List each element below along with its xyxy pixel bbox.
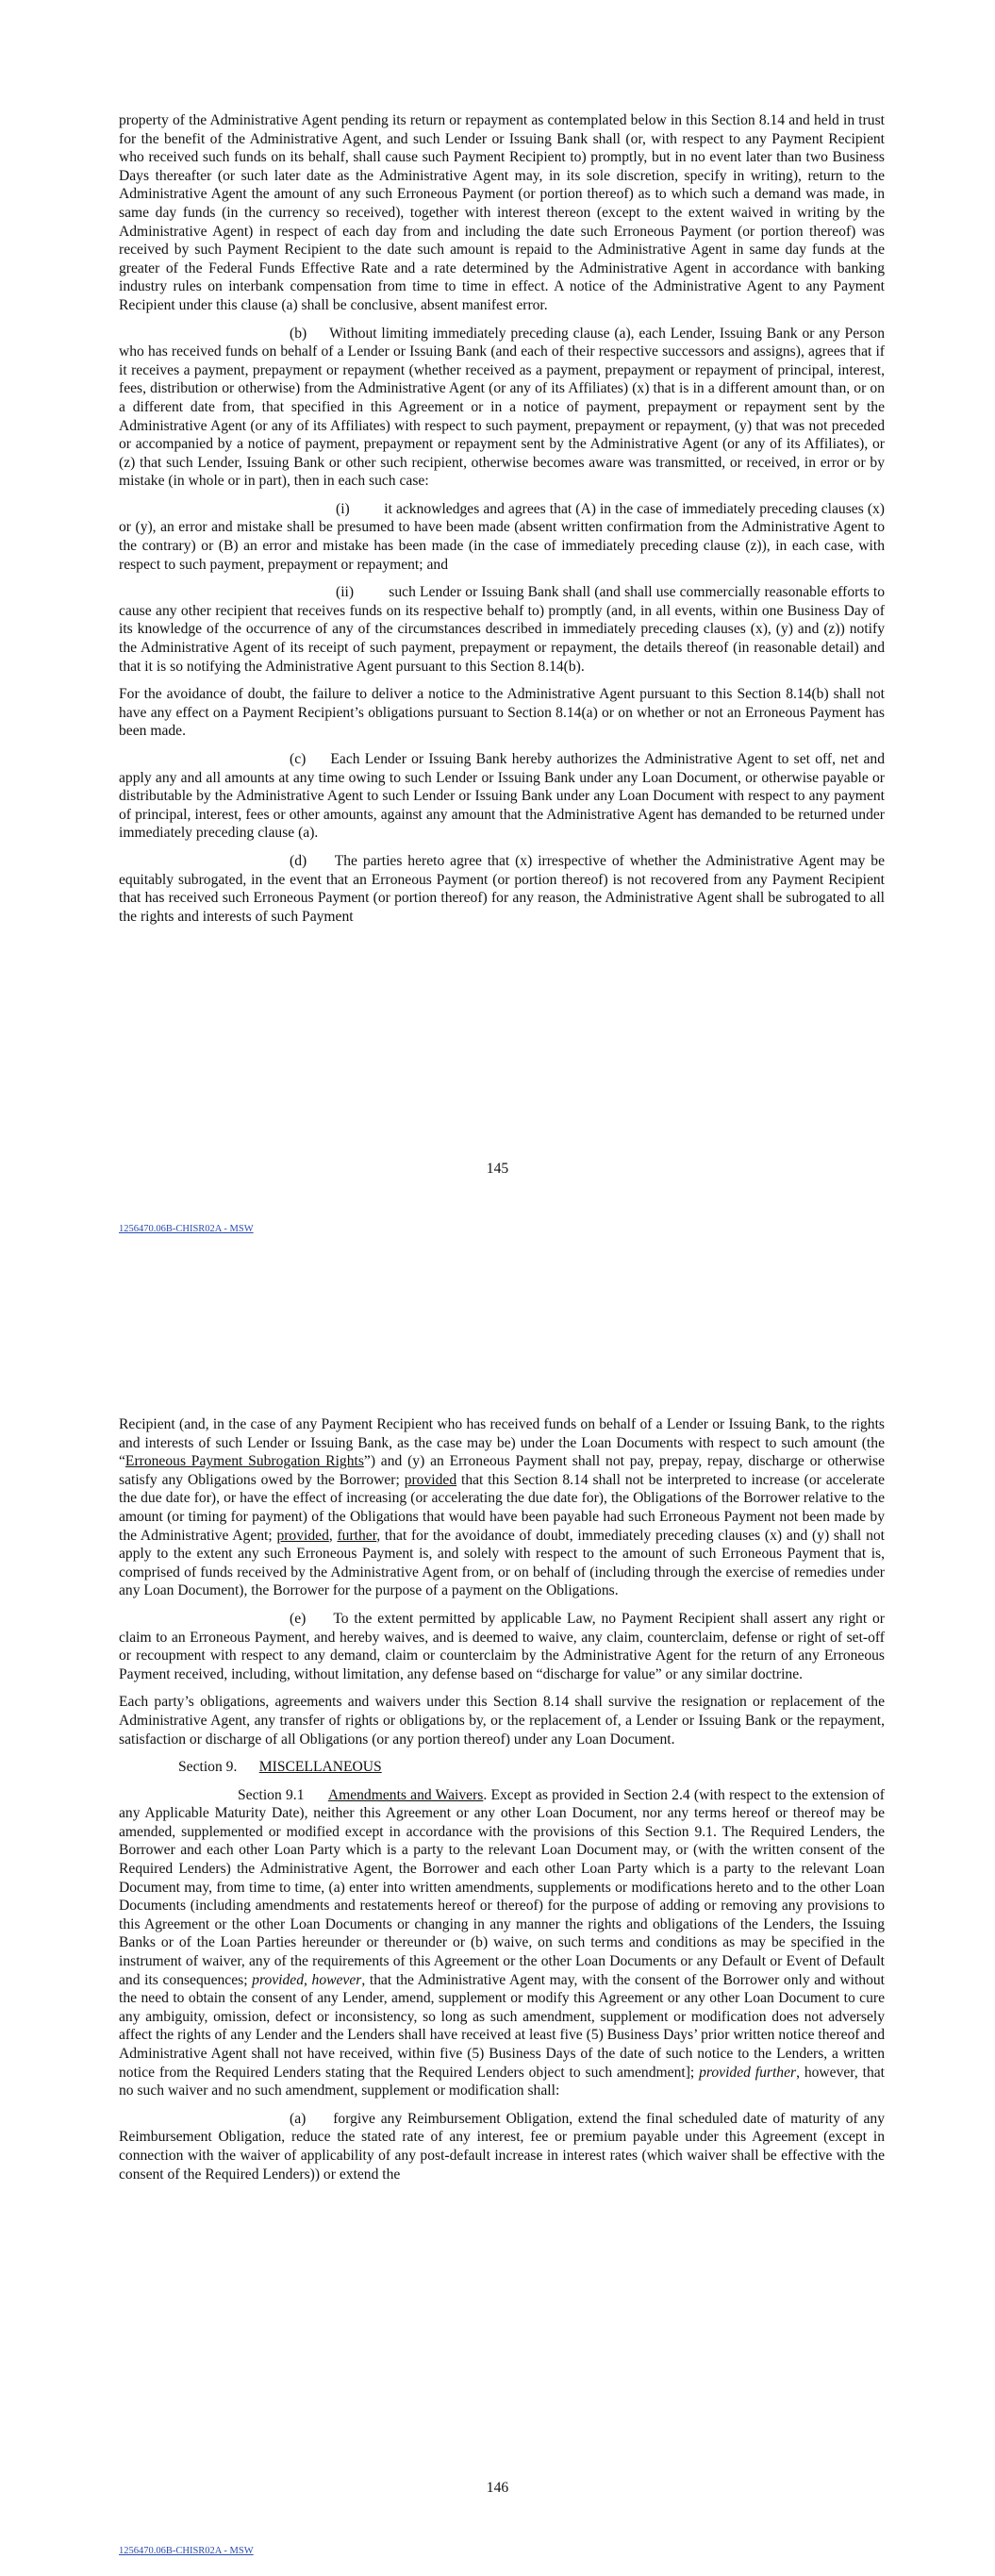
paragraph-d: (d) The parties hereto agree that (x) irrespective of whether the Administrative Agent may be equitably subrogated, in the event that an Erroneous Payment (or portion thereof) is not recovered from any Payment Recipient that has received such Erroneous Payment (or portion thereof) for any reason, the Administrative Agent shall be subrogated to all the rights and interests of such Payment (119, 852, 885, 925)
section-9-1-paragraph: Section 9.1 Amendments and Waivers. Except as provided in Section 2.4 (with respect to the extension of any Applicable Maturity Date), neither this Agreement or any other Loan Document, nor any terms hereof or thereof may be amended, supplemented or modified except in accordance with the provisions of this Section 9.1. The Required Lenders, the Borrower and each other Loan Party which is a party to the relevant Loan Document may, or (with the written consent of the Required Lenders) the Administrative Agent, the Borrower and each other Loan Party which is a party to the relevant Loan Document may, from time to time, (a) enter into written amendments, supplements or modifications hereto and to the other Loan Documents (including amendments and restatements hereof or thereof) for the purpose of adding or removing any provisions to this Agreement or the other Loan Documents or changing in any manner the rights and obligations of the Lenders, the Issuing Banks or of the Loan Parties hereunder or thereunder or (b) waive, on such terms and conditions as may be specified in the instrument of waiver, any of the requirements of this Agreement or the other Loan Documents or any Default or Event of Default and its consequences; provided, however, that the Administrative Agent may, with the consent of the Borrower only and without the need to obtain the consent of any Lender, amend, supplement or modify this Agreement or any other Loan Document to cure any ambiguity, omission, defect or inconsistency, so long as such amendment, supplement or modification does not adversely affect the rights of any Lender and the Lenders shall have received at least five (5) Business Days’ prior written notice thereof and Administrative Agent shall not have received, within five (5) Business Days of the date of such notice to the Lenders, a written notice from the Required Lenders stating that the Required Lenders object to such amendment]; provided further, however, that no such waiver and no such amendment, supplement or modification shall: (119, 1786, 886, 2099)
section-9-1-title: Amendments and Waivers (327, 1786, 484, 1803)
paragraph-ii: (ii) such Lender or Issuing Bank shall (and shall use commercially reasonable efforts to cause any other recipient that receives funds on its respective behalf to) promptly (and, in all events, within one Business Day of its knowledge of the occurrence of any of the circumstances described in immediately preceding clauses (x), (y) and (z)) notify the Administrative Agent of its receipt of such payment, prepayment or repayment, the details thereof (in reasonable detail) and that it is so notifying the Administrative Agent pursuant to this Section 8.14(b). (119, 584, 885, 675)
page-145-body (119, 111, 885, 935)
paragraph-b: (b) Without limiting immediately preceding clause (a), each Lender, Issuing Bank or any Person who has received funds on behalf of a Lender or Issuing Bank (and each of their respective successors and assigns), agrees that if it receives a payment, prepayment or repayment (whether received as a payment, prepayment or repayment of principal, interest, fees, distribution or otherwise) from the Administrative Agent (or any of its Affiliates) (x) that is in a different amount than, or on a different date from, that specified in this Agreement or in a notice of payment, prepayment or repayment sent by the Administrative Agent (or any of its Affiliates) with respect to such payment, prepayment or repayment, (y) that was not preceded or accompanied by a notice of payment, prepayment or repayment sent by the Administrative Agent (or any of its Affiliates), or (z) that such Lender, Issuing Bank or other such recipient, otherwise becomes aware was transmitted, or received, in error or by mistake (in whole or in part), then in each such case: (119, 325, 885, 490)
page-145 (0, 0, 995, 1255)
defined-term: Erroneous Payment Subrogation Rights (124, 1453, 364, 1470)
paragraph-a: (a) forgive any Reimbursement Obligation, extend the final scheduled date of maturity of any Reimbursement Obligation, reduce the stated rate of any interest, fee or premium payable under this Agreement (except in connection with the waiver of applicability of any post-default increase in interest rates (which waiver shall be effective with the consent of the Required Lenders)) or extend the (119, 2110, 885, 2183)
section-9-title: MISCELLANEOUS (258, 1759, 382, 1776)
paragraph-continuation: property of the Administrative Agent pending its return or repayment as contemplated below in this Section 8.14 and held in trust for the benefit of the Administrative Agent, and such Lender or Issuing Bank shall (or, with respect to any Payment Recipient who received such funds on its behalf, shall cause such Payment Recipient to) promptly, but in no event later than two Business Days thereafter (or such later date as the Administrative Agent may, in its sole discretion, specify in writing), return to the Administrative Agent the amount of any such Erroneous Payment (or portion thereof) as to which such a demand was made, in same day funds (in the currency so received), together with interest thereon (except to the extent waived in writing by the Administrative Agent) in respect of each day from and including the date such Erroneous Payment (or portion thereof) was received by such Payment Recipient to the date such amount is repaid to the Administrative Agent in same day funds at the greater of the Federal Funds Effective Rate and a rate determined by the Administrative Agent in accordance with banking industry rules on interbank compensation from time to time in effect. A notice of the Administrative Agent to any Payment Recipient under this clause (a) shall be conclusive, absent manifest error. (119, 112, 885, 313)
page-number: 145 (486, 1161, 509, 1177)
paragraph-c: (c) Each Lender or Issuing Bank hereby authorizes the Administrative Agent to set off, net and apply any and all amounts at any time owing to such Lender or Issuing Bank under any Loan Document, or otherwise payable or distributable by the Administrative Agent to such Lender or Issuing Bank under any Loan Document with respect to any payment of principal, interest, fees or other amounts, against any amount that the Administrative Agent has demanded to be returned under immediately preceding clause (a). (119, 751, 885, 842)
document-footer-link[interactable]: 1256470.06B-CHISR02A - MSW (119, 2546, 254, 2556)
document-footer-link[interactable]: 1256470.06B-CHISR02A - MSW (119, 1224, 254, 1234)
paragraph-avoidance-of-doubt: For the avoidance of doubt, the failure to deliver a notice to the Administrative Agent pursuant to this Section 8.14(b) shall not have any effect on a Payment Recipient’s obligations pursuant to Section 8.14(a) or on whether or not an Erroneous Payment has been made. (119, 686, 885, 740)
paragraph-i: (i) it acknowledges and agrees that (A) in the case of immediately preceding clauses (x) or (y), an error and mistake shall be presumed to have been made (absent written confirmation from the Administrative Agent to the contrary) or (B) an error and mistake has been made (in the case of immediately preceding clause (z)), in each case, with respect to such payment, prepayment or repayment; and (119, 500, 885, 573)
page-number: 146 (486, 2480, 509, 2496)
paragraph-e: (e) To the extent permitted by applicable Law, no Payment Recipient shall assert any right or claim to an Erroneous Payment, and hereby waives, and is deemed to waive, any claim, counterclaim, defense or right of set-off or recoupment with respect to any demand, claim or counterclaim by the Administrative Agent for the return of any Erroneous Payment received, including, without limitation, any defense based on “discharge for value” or any similar doctrine. (119, 1610, 885, 1682)
paragraph-survival: Each party’s obligations, agreements and waivers under this Section 8.14 shall survive the resignation or replacement of the Administrative Agent, any transfer of rights or obligations by, or the replacement of, a Lender or Issuing Bank or the repayment, satisfaction or discharge of all Obligations (or any portion thereof) under any Loan Document. (119, 1694, 885, 1748)
paragraph-d-continuation: Recipient (and, in the case of any Payment Recipient who has received funds on behalf of a Lender or Issuing Bank, to the rights and interests of such Lender or Issuing Bank, as the case may be) under the Loan Documents with respect to such amount (the “Erroneous Payment Subrogation Rights”) and (y) an Erroneous Payment shall not pay, prepay, repay, discharge or otherwise satisfy any Obligations owed by the Borrower; provided that this Section 8.14 shall not be interpreted to increase (or accelerate the due date for), or have the effect of increasing (or accelerating the due date for), the Obligations of the Borrower relative to the amount (or timing for payment) of the Obligations that would have been payable had such Erroneous Payment not been made by the Administrative Agent; provided, further, that for the avoidance of doubt, immediately preceding clauses (x) and (y) shall not apply to the extent any such Erroneous Payment is, and solely with respect to the amount of such Erroneous Payment that is, comprised of funds received by the Administrative Agent from, or on behalf of (including through the exercise of remedies under any Loan Document), the Borrower for the purpose of a payment on the Obligations. (119, 1416, 886, 1599)
page-146 (0, 1387, 995, 2576)
page-146-body (119, 1415, 885, 2193)
section-9-heading: Section 9. MISCELLANEOUS (178, 1759, 382, 1776)
